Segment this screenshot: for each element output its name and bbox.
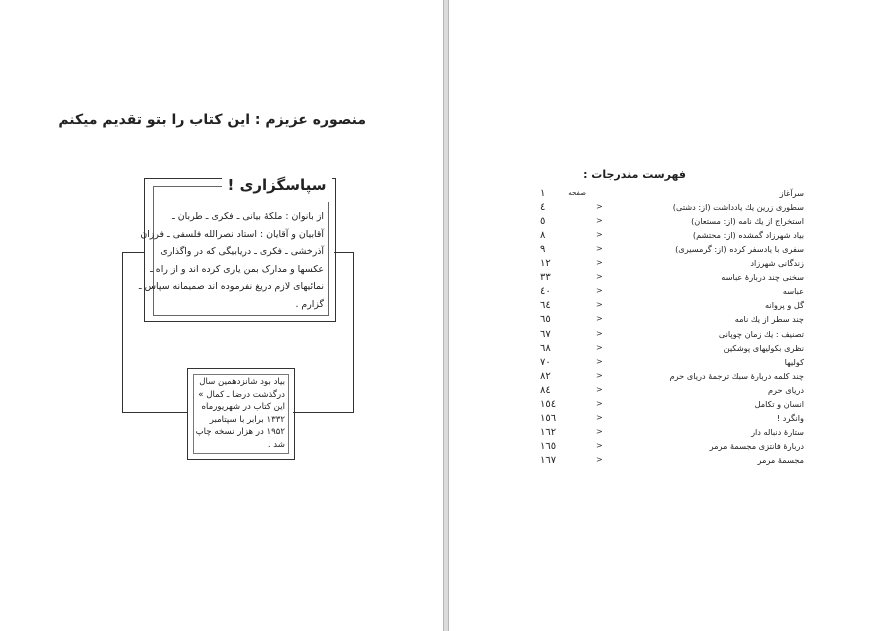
toc-entry: [540, 230, 804, 244]
toc-entry-title: وانگرد !: [776, 412, 804, 423]
toc-entry-mark: >: [596, 356, 603, 366]
toc-entry-mark: >: [596, 440, 603, 450]
toc-entry-page: ۱٦٥: [540, 440, 557, 452]
toc-entry-mark: >: [596, 244, 603, 254]
frame-line-right-vertical: [353, 252, 354, 412]
acknowledgement-line: آقابیان و آقایان : استاد نصرالله فلسفی ـ فرزان: [140, 228, 324, 240]
toc-entry-mark: >: [596, 216, 603, 226]
toc-entry-mark: >: [596, 328, 603, 338]
toc-entry-page: ۱: [540, 188, 546, 199]
toc-page-column-label: صفحه: [568, 189, 586, 197]
toc-entry-page: ٤۰: [540, 286, 551, 298]
toc-entry-mark: >: [596, 286, 603, 296]
toc-entry-page: ۱٥٤: [540, 398, 557, 410]
toc-entry-page: ۳۳: [540, 272, 551, 284]
toc-entry-title: مجسمهٔ مرمر: [757, 454, 804, 465]
toc-entry: [540, 286, 804, 300]
toc-entry-title: گل و پروانه: [765, 300, 804, 311]
toc-entry-title: چند سطر از یك نامه: [734, 314, 804, 325]
toc-entry: [540, 314, 804, 328]
toc-entry: [540, 371, 804, 385]
toc-entry-page: ٦۷: [540, 328, 551, 340]
toc-entry: [540, 399, 804, 413]
toc-entry-title: دریای حرم: [767, 384, 804, 395]
toc-entry: [540, 300, 804, 314]
toc-entry: [540, 357, 804, 371]
toc-entry-mark: >: [596, 454, 603, 464]
toc-entry-mark: >: [596, 258, 603, 268]
toc-entry: [540, 244, 804, 258]
toc-entry-mark: >: [596, 300, 603, 310]
memorial-line: این کتاب در شهریورماه: [201, 402, 285, 413]
toc-entry-title: عباسه: [782, 286, 804, 297]
toc-entry-title: سرآغاز: [779, 188, 804, 198]
acknowledgement-line: آذرخشی ـ فکری ـ دریابیگی که در واگذاری: [160, 246, 324, 257]
toc-entry-title: بیاد شهرزاد گمشده (از: محتشم): [692, 230, 804, 241]
toc-entry-title: نظری بکولیهای پوشکین: [723, 342, 804, 353]
toc-entry: [540, 343, 804, 357]
toc-entry-page: ۸۲: [540, 370, 551, 382]
toc-entry-title: کولیها: [784, 356, 804, 367]
dedication-heading: منصوره عزیزم : این کتاب را بتو تقدیم میکنم: [58, 112, 366, 128]
toc-entry-title: ستارهٔ دنباله دار: [751, 426, 804, 437]
acknowledgement-line: نمائیهای لازم دریغ نفرموده اند صمیمانه سپاس ـ: [138, 281, 324, 292]
toc-entry: [540, 272, 804, 286]
toc-entry-title: دربارهٔ فانتزی مجسمهٔ مرمر: [709, 440, 804, 451]
toc-entry-mark: >: [596, 384, 603, 394]
toc-entry: [540, 258, 804, 272]
acknowledgement-title: سپاسگزاری !: [222, 176, 332, 202]
toc-entry-title: تصنیف : یك زمان چوپانی: [718, 328, 804, 339]
toc-entry-mark: >: [596, 426, 603, 436]
acknowledgement-line: عکسها و مدارک بمن یاری کرده اند و از راه ـ: [150, 263, 324, 275]
toc-entry-page: ٦٤: [540, 300, 551, 312]
toc-entry-page: ۱٦۷: [540, 454, 557, 466]
toc-entry: [540, 216, 804, 230]
toc-entry-title: زندگانی شهرزاد: [750, 258, 804, 269]
toc-entry-page: ۷۰: [540, 356, 551, 368]
toc-entry-page: ۸٤: [540, 384, 551, 396]
toc-entry: [540, 329, 804, 343]
toc-entry-page: ٤: [540, 202, 546, 214]
toc-entry-page: ۱٦۲: [540, 426, 557, 438]
toc-entry: [540, 188, 804, 202]
memorial-text: [197, 376, 285, 452]
toc-entry: [540, 427, 804, 441]
toc-entry-title: سخنی چند دربارهٔ عباسه: [721, 272, 804, 283]
toc-entry-mark: >: [596, 202, 603, 212]
toc-entry-title: چند کلمه دربارهٔ سبك ترجمهٔ دریای حرم: [669, 370, 804, 381]
toc-entry-mark: >: [596, 230, 603, 240]
toc-entry-mark: >: [596, 412, 603, 422]
memorial-line: ۱۹۵۲ در هزار نسخه چاپ: [195, 427, 285, 438]
toc-entry: [540, 455, 804, 469]
toc-entry-title: سطوری زرین یك یادداشت (از: دشتی): [672, 202, 804, 213]
toc-entry-title: استخراج از یك نامه (از: مستعان): [691, 216, 804, 227]
memorial-line: بیاد بود شانزدهمین سال: [199, 377, 285, 387]
toc-entry-mark: >: [596, 398, 603, 408]
left-page: [0, 0, 444, 631]
acknowledgement-text: [138, 208, 324, 313]
toc-title: فهرست مندرجات :: [583, 168, 686, 181]
memorial-line: ۱۳۳۲ برابر با سپتامبر: [209, 414, 285, 425]
toc-entry-page: ۸: [540, 230, 546, 242]
toc-entry-mark: >: [596, 370, 603, 380]
toc-entry-mark: >: [596, 314, 603, 324]
toc-entry-page: ٥: [540, 216, 546, 228]
frame-line-left-vertical: [122, 252, 123, 412]
memorial-line: درگذشت درضا ـ کمال »: [198, 389, 285, 400]
toc-entry: [540, 413, 804, 427]
toc-entry-mark: >: [596, 342, 603, 352]
memorial-line: شد .: [267, 439, 285, 450]
toc-entry-mark: >: [596, 272, 603, 282]
toc-entry: [540, 385, 804, 399]
toc-entry-page: ٦۸: [540, 342, 551, 354]
toc-entry: [540, 441, 804, 455]
frame-line-left-bottom: [122, 412, 187, 413]
toc-entry-page: ۱٥٦: [540, 412, 557, 424]
toc-entry-title: سفری با یادسفر کرده (از: گرمسیری): [675, 244, 804, 255]
frame-line-left-top: [122, 252, 144, 253]
acknowledgement-line: گزارم .: [295, 298, 324, 310]
frame-line-right-top: [334, 252, 354, 253]
toc-entry-page: ۹: [540, 244, 546, 256]
toc-entry-title: انسان و تکامل: [754, 398, 804, 409]
toc-entry-page: ٦٥: [540, 314, 551, 326]
toc-entry-page: ۱۲: [540, 258, 551, 270]
toc-entry: [540, 202, 804, 216]
acknowledgement-line: از بانوان : ملکهٔ بیانی ـ فکری ـ طربان ـ: [172, 211, 324, 222]
frame-line-right-bottom: [293, 412, 354, 413]
